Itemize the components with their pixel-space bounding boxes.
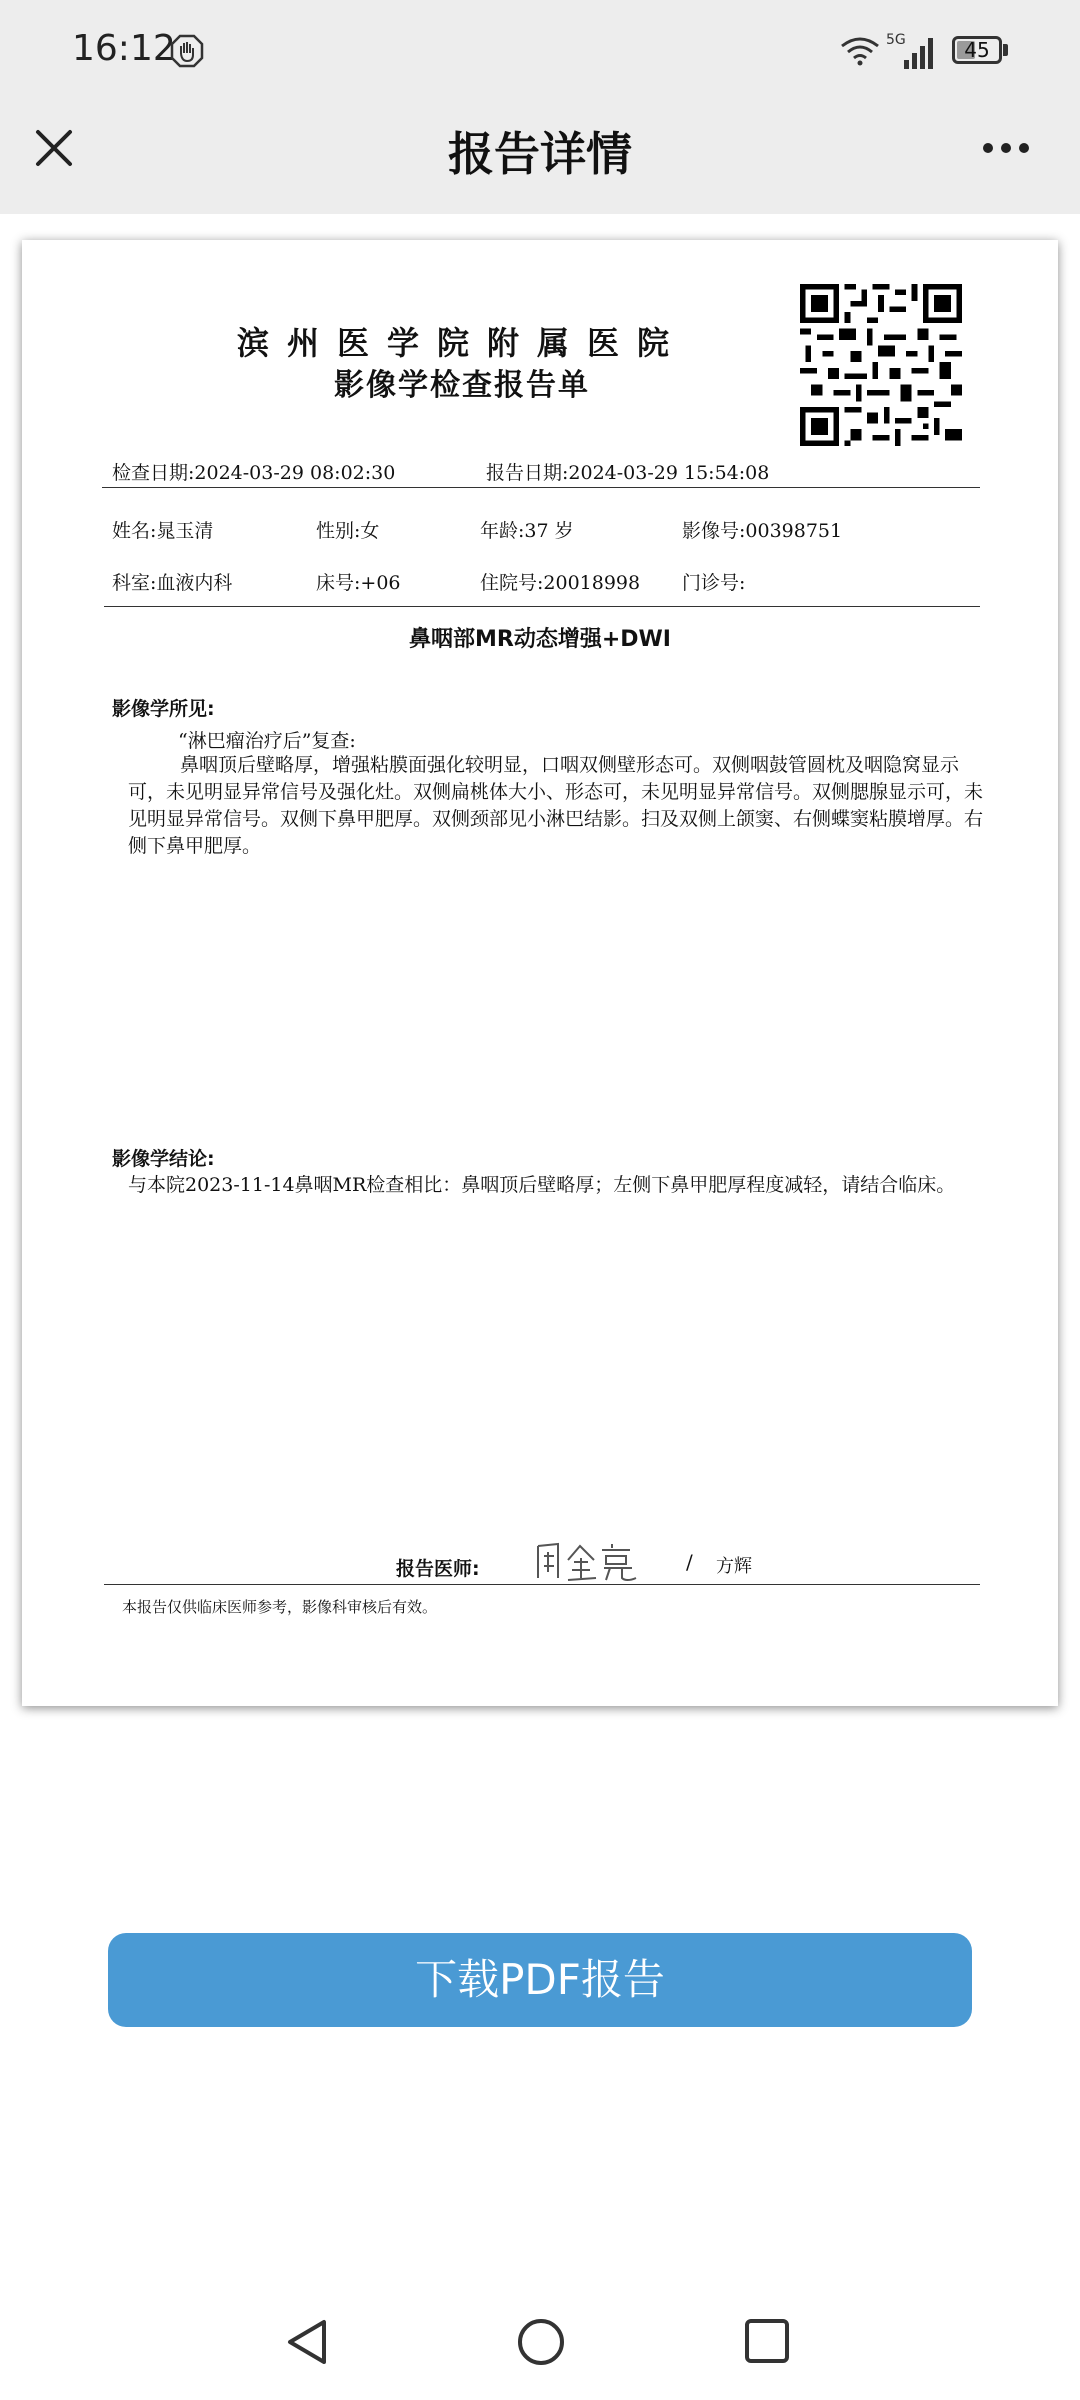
patient-sex: 性别:女 [316,520,380,542]
divider [102,487,980,488]
conclusion-label: 影像学结论: [112,1148,215,1170]
reviewing-doctor: 方辉 [716,1556,752,1577]
findings-text: 鼻咽顶后壁略厚，增强粘膜面强化较明显，口咽双侧壁形态可。双侧咽鼓管圆枕及咽隐窝显示可，未见明显异常信号及强化灶。双侧扁桃体大小、形态可，未见明显异常信号。双侧腮腺显示可，未见明显异常信号。双侧下鼻甲肥厚。双侧颈部见小淋巴结影。扫及双侧上颌窦、右侧蝶窦粘膜增厚。右侧下鼻甲肥厚。 [128,754,984,857]
back-triangle-icon[interactable] [282,2316,332,2368]
exam-date: 检查日期:2024-03-29 08:02:30 [112,462,396,484]
battery-tip [1003,44,1008,56]
app-bar [0,104,1080,214]
home-circle-icon[interactable] [516,2316,566,2368]
findings-subtitle: “淋巴瘤治疗后”复查: [178,730,356,752]
patient-name: 姓名:晁玉清 [112,520,214,542]
report-title: 影像学检查报告单 [334,368,590,403]
doctor-separator: / [686,1550,693,1574]
battery-icon [952,36,1002,64]
network-type: 5G [886,32,906,48]
conclusion-text: 与本院2023-11-14鼻咽MR检查相比：鼻咽顶后壁略厚；左侧下鼻甲肥厚程度减轻，请结合临床。 [128,1174,956,1196]
qr-code-icon [800,284,962,446]
inpatient-number: 住院号:20018998 [480,572,641,594]
report-footnote: 本报告仅供临床医师参考，影像科审核后有效。 [122,1598,438,1616]
divider [104,1584,980,1585]
battery-level: 45 [964,38,990,62]
report-date: 报告日期:2024-03-29 15:54:08 [486,462,770,484]
exam-name: 鼻咽部MR动态增强+DWI [409,627,671,652]
signal-icon [884,34,938,70]
outpatient-number: 门诊号: [682,572,746,594]
more-icon[interactable] [978,124,1034,172]
status-time: 16:12 [72,28,176,69]
divider [104,606,980,607]
hospital-name: 滨州医学院附属医院 [236,324,687,362]
status-bar [0,0,1080,104]
doctor-signature [532,1538,642,1586]
report-document[interactable] [22,240,1058,1706]
wifi-icon [838,34,882,68]
findings-label: 影像学所见: [112,698,215,720]
doctor-label: 报告医师: [396,1558,480,1580]
bed-number: 床号:+06 [316,572,401,594]
patient-age: 年龄:37 岁 [480,520,574,542]
department: 科室:血液内科 [112,572,233,594]
download-pdf-button[interactable]: 下载PDF报告 [108,1933,972,2027]
page-title: 报告详情 [448,127,632,181]
hand-icon [170,34,204,68]
image-number: 影像号:00398751 [682,520,843,542]
recent-square-icon[interactable] [744,2318,790,2364]
